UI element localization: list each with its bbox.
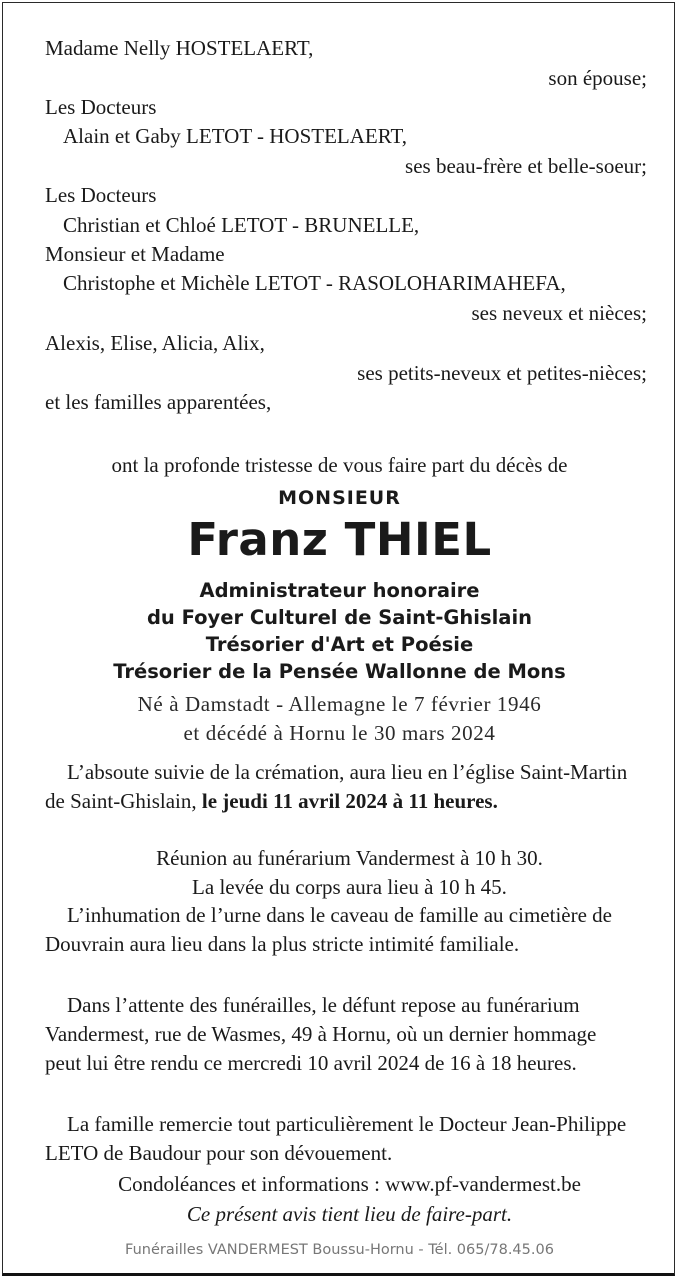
family-line: Monsieur et Madame xyxy=(45,242,225,266)
family-line: Christophe et Michèle LETOT - RASOLOHARIMAHEFA, xyxy=(63,271,566,295)
birth-line: Né à Damstadt - Allemagne le 7 février 1946 xyxy=(137,692,542,716)
family-line: Madame Nelly HOSTELAERT, xyxy=(45,36,314,60)
ceremony-date: le jeudi 11 avril 2024 à 11 heures. xyxy=(201,789,498,813)
family-line: ses beau-frère et belle-soeur; xyxy=(405,154,647,178)
family-line: Les Docteurs xyxy=(45,183,157,207)
family-line: ses neveux et nièces; xyxy=(471,301,647,325)
title-line: du Foyer Culturel de Saint-Ghislain xyxy=(146,606,533,629)
attente-paragraph: Dans l’attente des funérailles, le défunt repose au funérarium Vandermest, rue de Wasmes, 49 à Hornu, où un dernier hommage peut lui être rendu ce mercredi 10 avril 2024 de 16 à 18 heures. xyxy=(45,993,597,1075)
inhumation-paragraph: L’inhumation de l’urne dans le caveau de famille au cimetière de Douvrain aura lieu dans la plus stricte intimité familiale. xyxy=(45,903,612,956)
levee-line: La levée du corps aura lieu à 10 h 45. xyxy=(192,875,507,899)
family-line: son épouse; xyxy=(548,66,647,90)
life-dates xyxy=(0,690,679,748)
notice-statement: Ce présent avis tient lieu de faire-part. xyxy=(186,1202,513,1226)
ceremony-text: L’absoute suivie de la crémation, aura lieu en l’église Saint-Martin de Saint-Ghislain, xyxy=(45,760,628,813)
reunion-line: Réunion au funérarium Vandermest à 10 h 30. xyxy=(156,846,543,870)
funeral-home-footer: Funérailles VANDERMEST Boussu-Hornu - Tél. 065/78.45.06 xyxy=(125,1242,554,1258)
family-line: Alain et Gaby LETOT - HOSTELAERT, xyxy=(63,124,408,148)
condolences-line: Condoléances et informations : www.pf-vandermest.be xyxy=(118,1172,581,1196)
thanks-paragraph: La famille remercie tout particulièrement le Docteur Jean-Philippe LETO de Baudour pour son dévouement. xyxy=(45,1112,627,1165)
title-line: Trésorier de la Pensée Wallonne de Mons xyxy=(113,660,566,683)
ceremony-paragraph xyxy=(45,758,645,816)
death-line: et décédé à Hornu le 30 mars 2024 xyxy=(183,721,496,745)
honorific: MONSIEUR xyxy=(278,487,401,509)
deceased-name: Franz THIEL xyxy=(187,513,492,566)
family-line: Alexis, Elise, Alicia, Alix, xyxy=(45,331,265,355)
family-line: Christian et Chloé LETOT - BRUNELLE, xyxy=(63,213,420,237)
family-line: et les familles apparentées, xyxy=(45,390,272,414)
family-line: Les Docteurs xyxy=(45,95,157,119)
title-line: Trésorier d'Art et Poésie xyxy=(205,633,474,656)
title-line: Administrateur honoraire xyxy=(199,579,480,602)
family-line: ses petits-neveux et petites-nièces; xyxy=(357,361,647,385)
deceased-titles xyxy=(0,577,679,685)
announcement-intro: ont la profonde tristesse de vous faire part du décès de xyxy=(111,453,568,477)
